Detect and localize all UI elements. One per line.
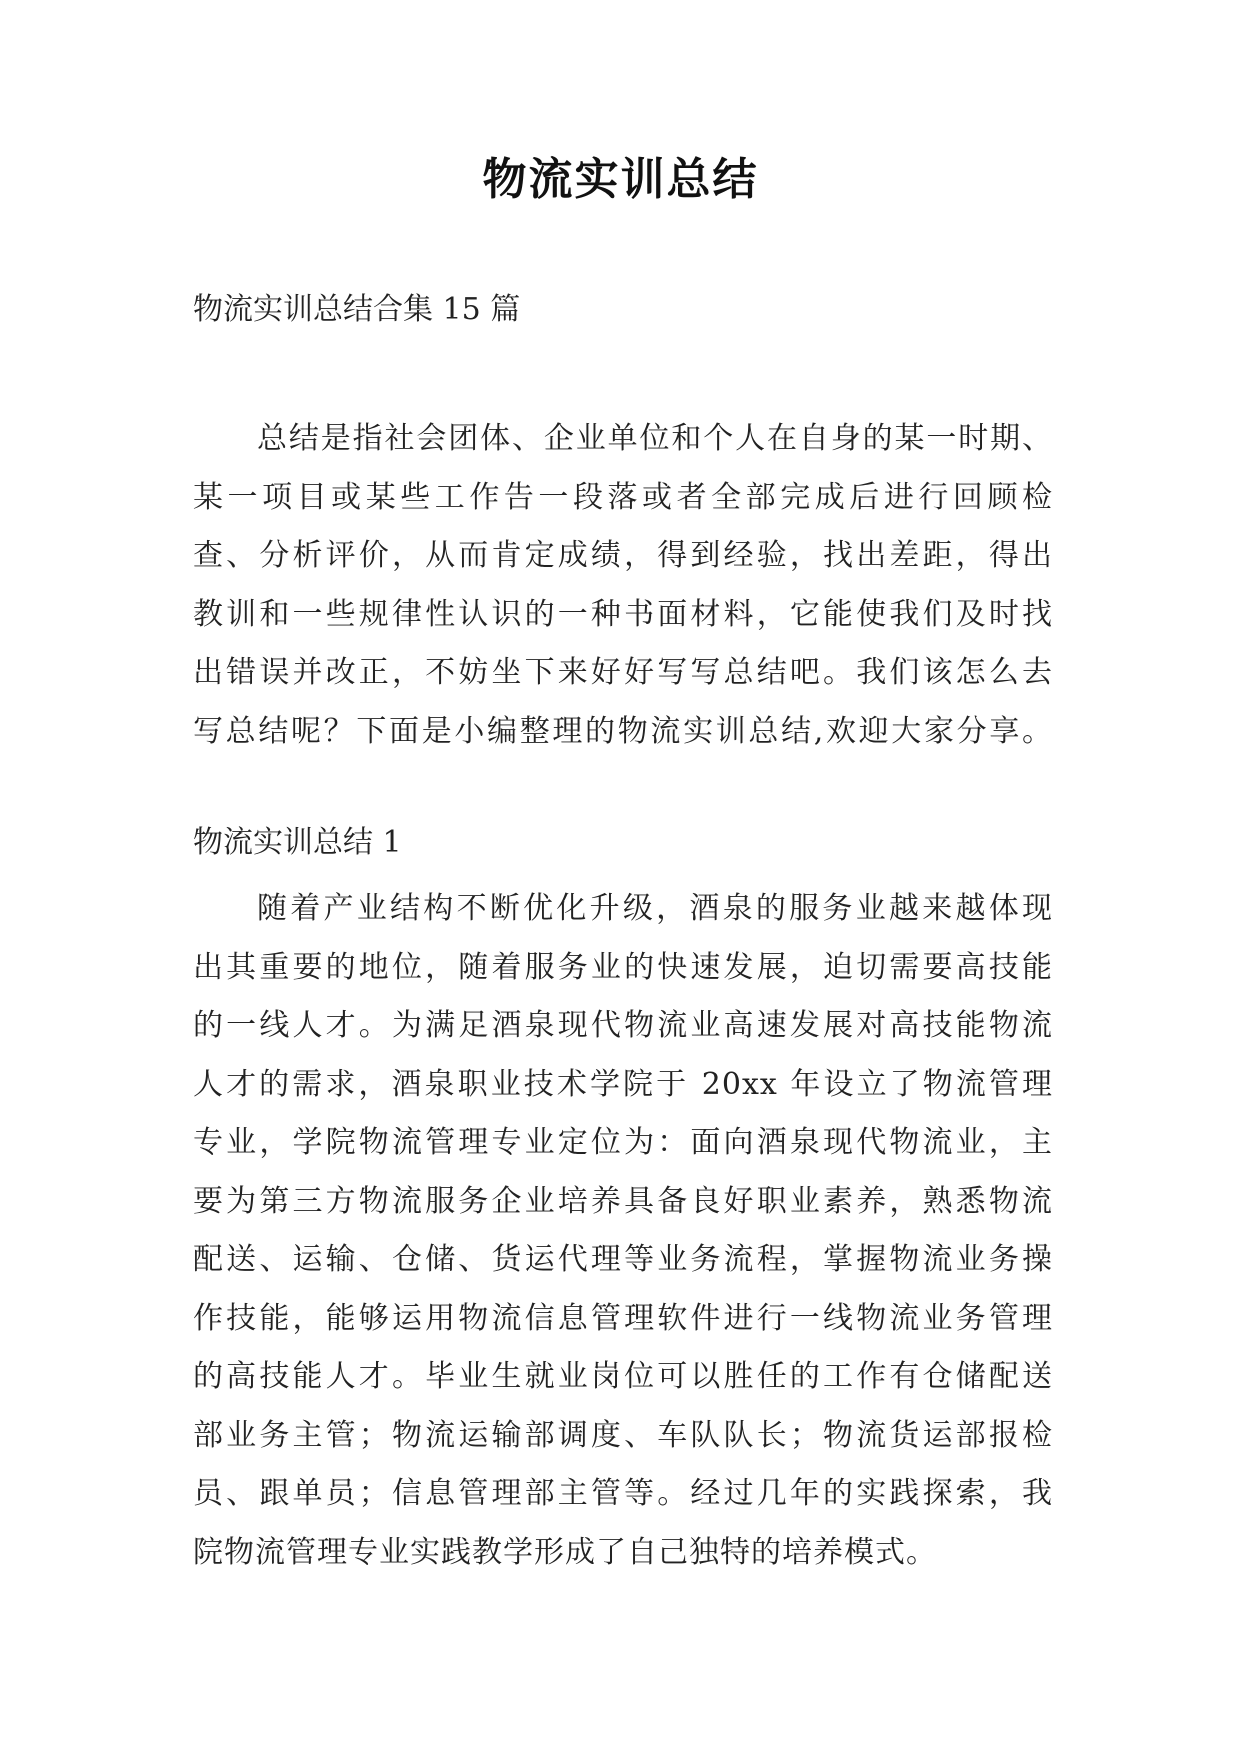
section-line: 配送、运输、仓储、货运代理等业务流程，掌握物流业务操 xyxy=(193,1242,1053,1277)
section-line: 人才的需求，酒泉职业技术学院于 20xx 年设立了物流管理 xyxy=(193,1066,1053,1102)
section-line: 的一线人才。为满足酒泉现代物流业高速发展对高技能物流 xyxy=(193,1008,1053,1043)
section-heading: 物流实训总结 1 xyxy=(193,825,402,860)
section-line: 专业，学院物流管理专业定位为：面向酒泉现代物流业，主 xyxy=(193,1125,1053,1160)
section-line: 院物流管理专业实践教学形成了自己独特的培养模式。 xyxy=(193,1534,937,1570)
intro-line: 出错误并改正，不妨坐下来好好写写总结吧。我们该怎么去 xyxy=(193,655,1053,690)
intro-line: 某一项目或某些工作告一段落或者全部完成后进行回顾检 xyxy=(193,479,1053,515)
intro-line: 查、分析评价，从而肯定成绩，得到经验，找出差距，得出 xyxy=(193,538,1053,573)
intro-line: 写总结呢？下面是小编整理的物流实训总结,欢迎大家分享。 xyxy=(193,713,1053,749)
intro-line: 教训和一些规律性认识的一种书面材料，它能使我们及时找 xyxy=(193,596,1053,632)
intro-paragraph xyxy=(193,410,1053,761)
intro-line: 总结是指社会团体、企业单位和个人在自身的某一时期、 xyxy=(257,421,1053,456)
section-line: 随着产业结构不断优化升级，酒泉的服务业越来越体现 xyxy=(257,891,1053,926)
section-line: 员、跟单员；信息管理部主管等。经过几年的实践探索，我 xyxy=(193,1476,1053,1511)
document-title: 物流实训总结 xyxy=(482,154,759,205)
section-paragraph xyxy=(193,880,1053,1582)
document-subtitle: 物流实训总结合集 15 篇 xyxy=(193,292,521,327)
section-line: 的高技能人才。毕业生就业岗位可以胜任的工作有仓储配送 xyxy=(193,1359,1053,1394)
section-line: 部业务主管；物流运输部调度、车队队长；物流货运部报检 xyxy=(193,1417,1053,1453)
section-line: 出其重要的地位，随着服务业的快速发展，迫切需要高技能 xyxy=(193,949,1053,985)
section-line: 要为第三方物流服务企业培养具备良好职业素养，熟悉物流 xyxy=(193,1183,1053,1219)
section-line: 作技能，能够运用物流信息管理软件进行一线物流业务管理 xyxy=(193,1300,1053,1336)
